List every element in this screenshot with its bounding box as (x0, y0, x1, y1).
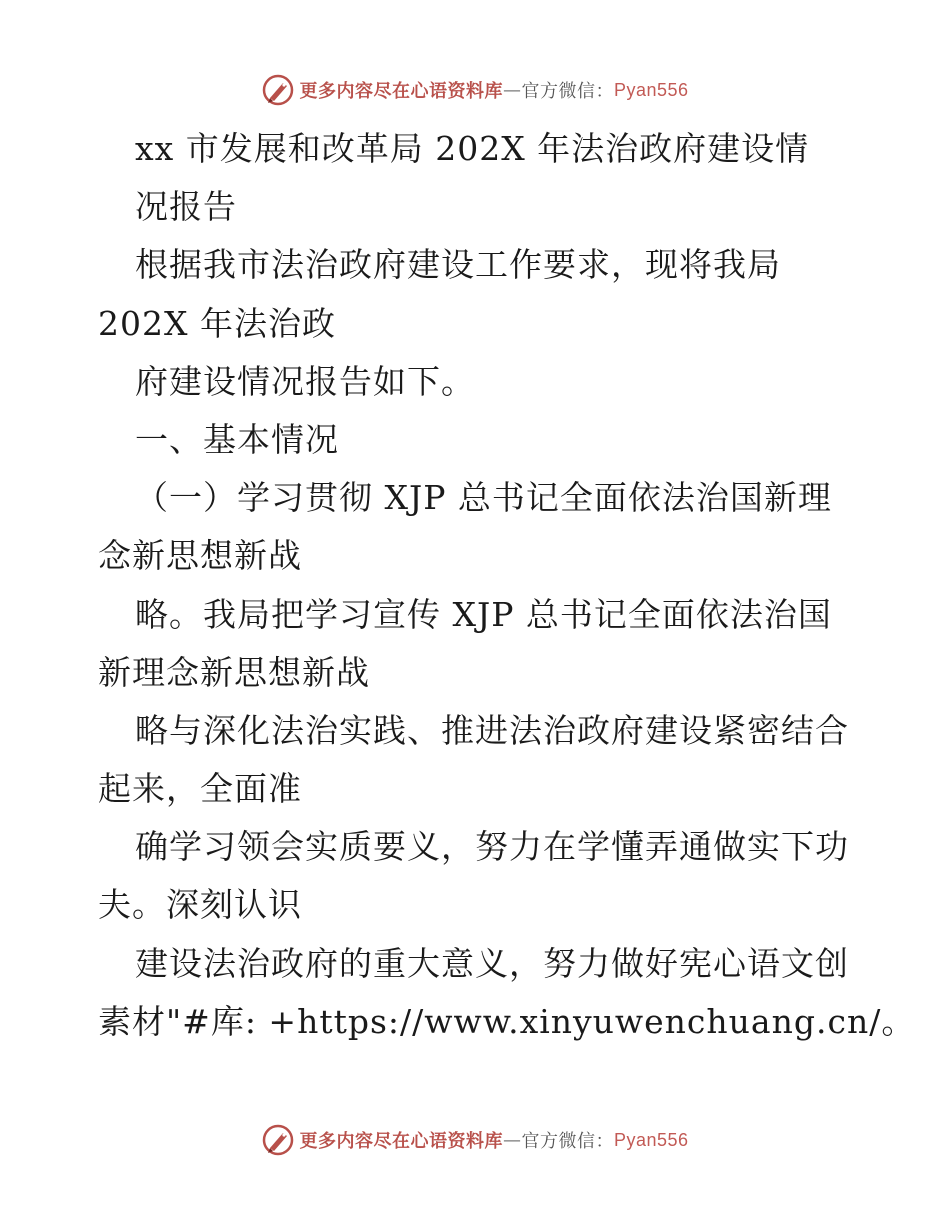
body-line: 建设法治政府的重大意义，努力做好宪心语文创 (135, 943, 849, 983)
pen-nib-logo-icon (261, 1123, 295, 1157)
banner-wechat-id: Pyan556 (613, 1129, 689, 1150)
document-body (98, 120, 916, 1051)
banner-wechat-label: 官方微信： (521, 1131, 614, 1152)
section-heading: 一、基本情况 (135, 419, 339, 459)
banner-main-text: 更多内容尽在心语资料库 (299, 81, 503, 102)
body-line: 素材"#库: +https://www.xinyuwenchuang.cn/。 (98, 1001, 916, 1041)
body-line: 新理念新思想新战 (98, 652, 370, 692)
banner-dash: — (502, 1129, 522, 1151)
banner-wechat-label: 官方微信： (521, 81, 614, 102)
footer-watermark-banner (0, 1120, 950, 1160)
body-line: 起来，全面准 (98, 769, 302, 809)
title-line-2: 况报告 (135, 187, 237, 227)
title-line-1: xx 市发展和改革局 202X 年法治政府建设情 (135, 129, 810, 168)
body-line: 府建设情况报告如下。 (135, 361, 475, 401)
pen-nib-logo-icon (261, 73, 295, 107)
body-line: 确学习领会实质要义，努力在学懂弄通做实下功 (135, 827, 849, 867)
header-watermark-banner (0, 70, 950, 110)
subsection-heading: （一）学习贯彻 XJP 总书记全面依法治国新理 (135, 478, 832, 518)
banner-dash: — (502, 79, 522, 101)
banner-main-text: 更多内容尽在心语资料库 (299, 1131, 503, 1152)
banner-wechat-id: Pyan556 (613, 79, 689, 100)
body-line: 夫。深刻认识 (98, 885, 302, 925)
body-line: 202X 年法治政 (98, 303, 336, 343)
body-line: 根据我市法治政府建设工作要求，现将我局 (135, 245, 781, 285)
body-line: 念新思想新战 (98, 536, 302, 576)
body-line: 略与深化法治实践、推进法治政府建设紧密结合 (135, 710, 849, 750)
body-line: 略。我局把学习宣传 XJP 总书记全面依法治国 (135, 594, 832, 634)
